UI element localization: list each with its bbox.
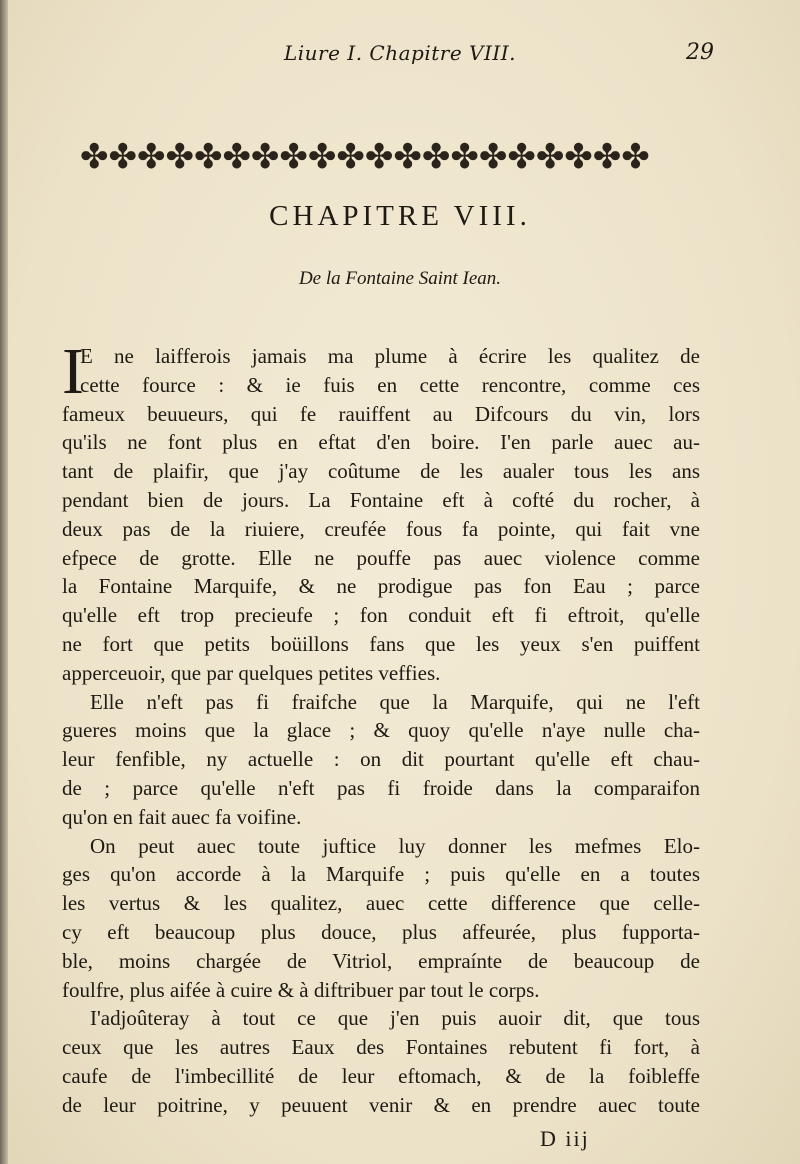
text-line: ble, moins chargée de Vitriol, empraínte de beaucoup de — [62, 948, 700, 973]
text-line: pendant bien de jours. La Fontaine eft à cofté du rocher, à — [62, 487, 700, 512]
text-line: ges qu'on accorde à la Marquife ; puis qu'elle en a toutes — [62, 862, 700, 887]
text-line: deux pas de la riuiere, creufée fous fa pointe, qui fait vne — [62, 516, 700, 541]
text-line: apperceuoir, que par quelques petites veffies. — [62, 660, 441, 685]
text-line: On peut auec toute juftice luy donner les mefmes Elo- — [90, 833, 700, 858]
text-line: ne fort que petits boüillons fans que les yeux s'en puiffent — [62, 631, 700, 656]
text-line: tant de plaifir, que j'ay coûtume de les aualer tous les ans — [62, 459, 700, 484]
text-line: les vertus & les qualitez, auec cette difference que celle- — [62, 891, 700, 916]
text-line: ceux que les autres Eaux des Fontaines rebutent fi fort, à — [62, 1035, 700, 1060]
text-line: cy eft beaucoup plus douce, plus affeurée, plus fupporta- — [62, 919, 700, 944]
running-head: Liure I. Chapitre VIII. — [283, 41, 517, 65]
text-line: qu'on en fait auec fa voifine. — [62, 804, 302, 829]
text-line: fameux beuueurs, qui fe rauiffent au Difcours du vin, lors — [62, 401, 700, 426]
body-text — [62, 335, 700, 1120]
text-line: qu'ils ne font plus en eftat d'en boire. I'en parle auec au- — [62, 430, 700, 455]
page-binding-edge — [0, 0, 8, 1164]
text-line: caufe de l'imbecillité de leur eftomach, & de la foibleffe — [62, 1063, 700, 1088]
text-line: qu'elle eft trop precieufe ; fon conduit eft fi eftroit, qu'elle — [62, 603, 700, 628]
text-line: gueres moins que la glace ; & quoy qu'elle n'aye nulle cha- — [62, 718, 700, 743]
text-line: cette fource : & ie fuis en cette rencontre, comme ces — [80, 372, 700, 397]
chapter-subtitle: De la Fontaine Saint Iean. — [298, 268, 502, 289]
drop-cap: I — [62, 335, 84, 408]
text-line: I'adjoûteray à tout ce que j'en puis auoir dit, que tous — [90, 1006, 700, 1031]
chapter-title: CHAPITRE VIII. — [269, 200, 531, 232]
text-line: leur fenfible, ny actuelle : on dit pourtant qu'elle eft chau- — [62, 747, 700, 772]
text-line: foulfre, plus aifée à cuire & à diftribuer par tout le corps. — [62, 977, 540, 1002]
text-line: E ne laifferois jamais ma plume à écrire les qualitez de — [80, 344, 700, 368]
signature-mark: D iij — [540, 1126, 590, 1151]
text-line: efpece de grotte. Elle ne pouffe pas auec violence comme — [62, 545, 700, 570]
fleuron-ornament-band: ✤✤✤✤✤✤✤✤✤✤✤✤✤✤✤✤✤✤✤✤ — [80, 137, 650, 177]
text-line: de leur poitrine, y peuuent venir & en prendre auec toute — [62, 1092, 700, 1117]
text-line: de ; parce qu'elle n'eft pas fi froide dans la comparaifon — [62, 775, 700, 800]
text-line: Elle n'eft pas fi fraifche que la Marquife, qui ne l'eft — [90, 689, 700, 714]
text-line: la Fontaine Marquife, & ne prodigue pas fon Eau ; parce — [62, 574, 700, 599]
page-number: 29 — [686, 40, 714, 65]
